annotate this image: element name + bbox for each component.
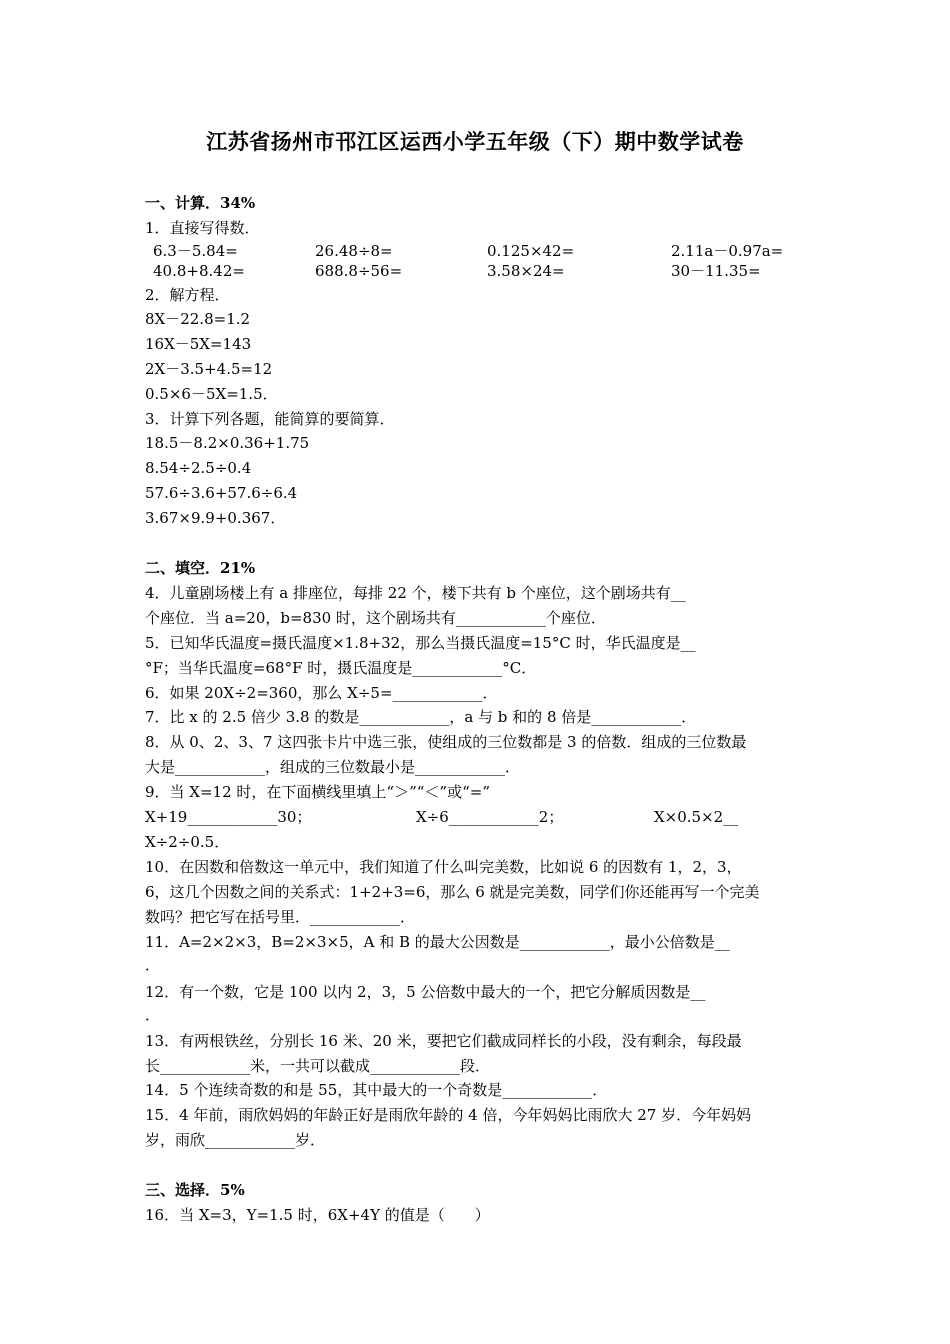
- fill-line: 个座位．当 a=20，b=830 时，这个剧场共有____________个座位．: [145, 609, 606, 627]
- q2-text: 2．解方程．: [145, 286, 230, 304]
- q1-cell: 30－11.35=: [671, 262, 761, 280]
- fill-line: °F；当华氏温度=68°F 时，摄氏温度是____________°C．: [145, 659, 537, 677]
- q16-text: 16．当 X=3，Y=1.5 时，6X+4Y 的值是（ ）: [145, 1206, 490, 1224]
- fill-line: 6，这几个因数之间的关系式：1+2+3=6，那么 6 就是完美数，同学们你还能再写一个完美: [145, 883, 760, 901]
- section2-heading: 二、填空．21%: [145, 559, 256, 577]
- fill-line: 11．A=2×2×3，B=2×3×5，A 和 B 的最大公因数是____________，最小公倍数是__: [145, 933, 730, 951]
- q1-cell: 0.125×42=: [487, 242, 575, 260]
- q2-equation: 8X－22.8=1.2: [145, 310, 251, 328]
- q2-equation: 16X－5X=143: [145, 335, 252, 353]
- fill-line: 14．5 个连续奇数的和是 55，其中最大的一个奇数是____________．: [145, 1081, 608, 1099]
- q3-expression: 3.67×9.9+0.367．: [145, 509, 286, 527]
- fill-line: 岁，雨欣____________岁．: [145, 1131, 326, 1149]
- q1-cell: 2.11a－0.97a=: [671, 242, 784, 260]
- q3-expression: 57.6÷3.6+57.6÷6.4: [145, 484, 298, 502]
- fill-line: X÷2÷0.5．: [145, 833, 230, 851]
- fill-line: 5．已知华氏温度=摄氏温度×1.8+32，那么当摄氏温度=15°C 时，华氏温度是__: [145, 634, 696, 652]
- fill-line: 数吗？把它写在括号里．____________．: [145, 908, 416, 926]
- q1-cell: 688.8÷56=: [315, 262, 403, 280]
- fill-line: 13．有两根铁丝，分别长 16 米、20 米，要把它们截成同样长的小段，没有剩余，每段最: [145, 1032, 742, 1050]
- fill-line: 长____________米，一共可以截成____________段．: [145, 1057, 491, 1075]
- q3-text: 3．计算下列各题，能简算的要简算．: [145, 410, 395, 428]
- fill-line: ．: [145, 956, 161, 974]
- fill-line: 9．当 X=12 时，在下面横线里填上“＞”“＜”或“=”: [145, 783, 490, 801]
- q3-expression: 8.54÷2.5÷0.4: [145, 459, 252, 477]
- exam-title: 江苏省扬州市邗江区运西小学五年级（下）期中数学试卷: [206, 129, 744, 154]
- q2-equation: 0.5×6－5X=1.5．: [145, 385, 278, 403]
- fill-line: 8．从 0、2、3、7 这四张卡片中选三张，使组成的三位数都是 3 的倍数．组成的三位数最: [145, 733, 747, 751]
- fill-line: 大是____________，组成的三位数最小是____________．: [145, 758, 521, 776]
- q2-equation: 2X－3.5+4.5=12: [145, 360, 273, 378]
- q9-item: X÷6____________2；: [416, 808, 564, 826]
- fill-line: 7．比 x 的 2.5 倍少 3.8 的数是____________，a 与 b 和的 8 倍是____________．: [145, 708, 697, 726]
- section3-heading: 三、选择．5%: [145, 1181, 245, 1199]
- q9-item: X+19____________30；: [145, 808, 312, 826]
- fill-line: 15．4 年前，雨欣妈妈的年龄正好是雨欣年龄的 4 倍，今年妈妈比雨欣大 27 岁．今年妈妈: [145, 1106, 752, 1124]
- fill-line: 4．儿童剧场楼上有 a 排座位，每排 22 个，楼下共有 b 个座位，这个剧场共有__: [145, 584, 686, 602]
- q1-cell: 40.8+8.42=: [153, 262, 245, 280]
- q1-text: 1．直接写得数．: [145, 219, 260, 237]
- fill-line: 10．在因数和倍数这一单元中，我们知道了什么叫完美数，比如说 6 的因数有 1，2，3，: [145, 858, 742, 876]
- fill-line: 6．如果 20X÷2=360，那么 X÷5=____________．: [145, 684, 498, 702]
- fill-line: 12．有一个数，它是 100 以内 2，3，5 公倍数中最大的一个，把它分解质因数是__: [145, 983, 706, 1001]
- q1-cell: 3.58×24=: [487, 262, 565, 280]
- q3-expression: 18.5－8.2×0.36+1.75: [145, 434, 310, 452]
- q1-cell: 6.3－5.84=: [153, 242, 238, 260]
- q1-cell: 26.48÷8=: [315, 242, 393, 260]
- section1-heading: 一、计算．34%: [145, 194, 256, 212]
- q9-item: X×0.5×2__: [654, 808, 739, 826]
- fill-line: ．: [145, 1006, 161, 1024]
